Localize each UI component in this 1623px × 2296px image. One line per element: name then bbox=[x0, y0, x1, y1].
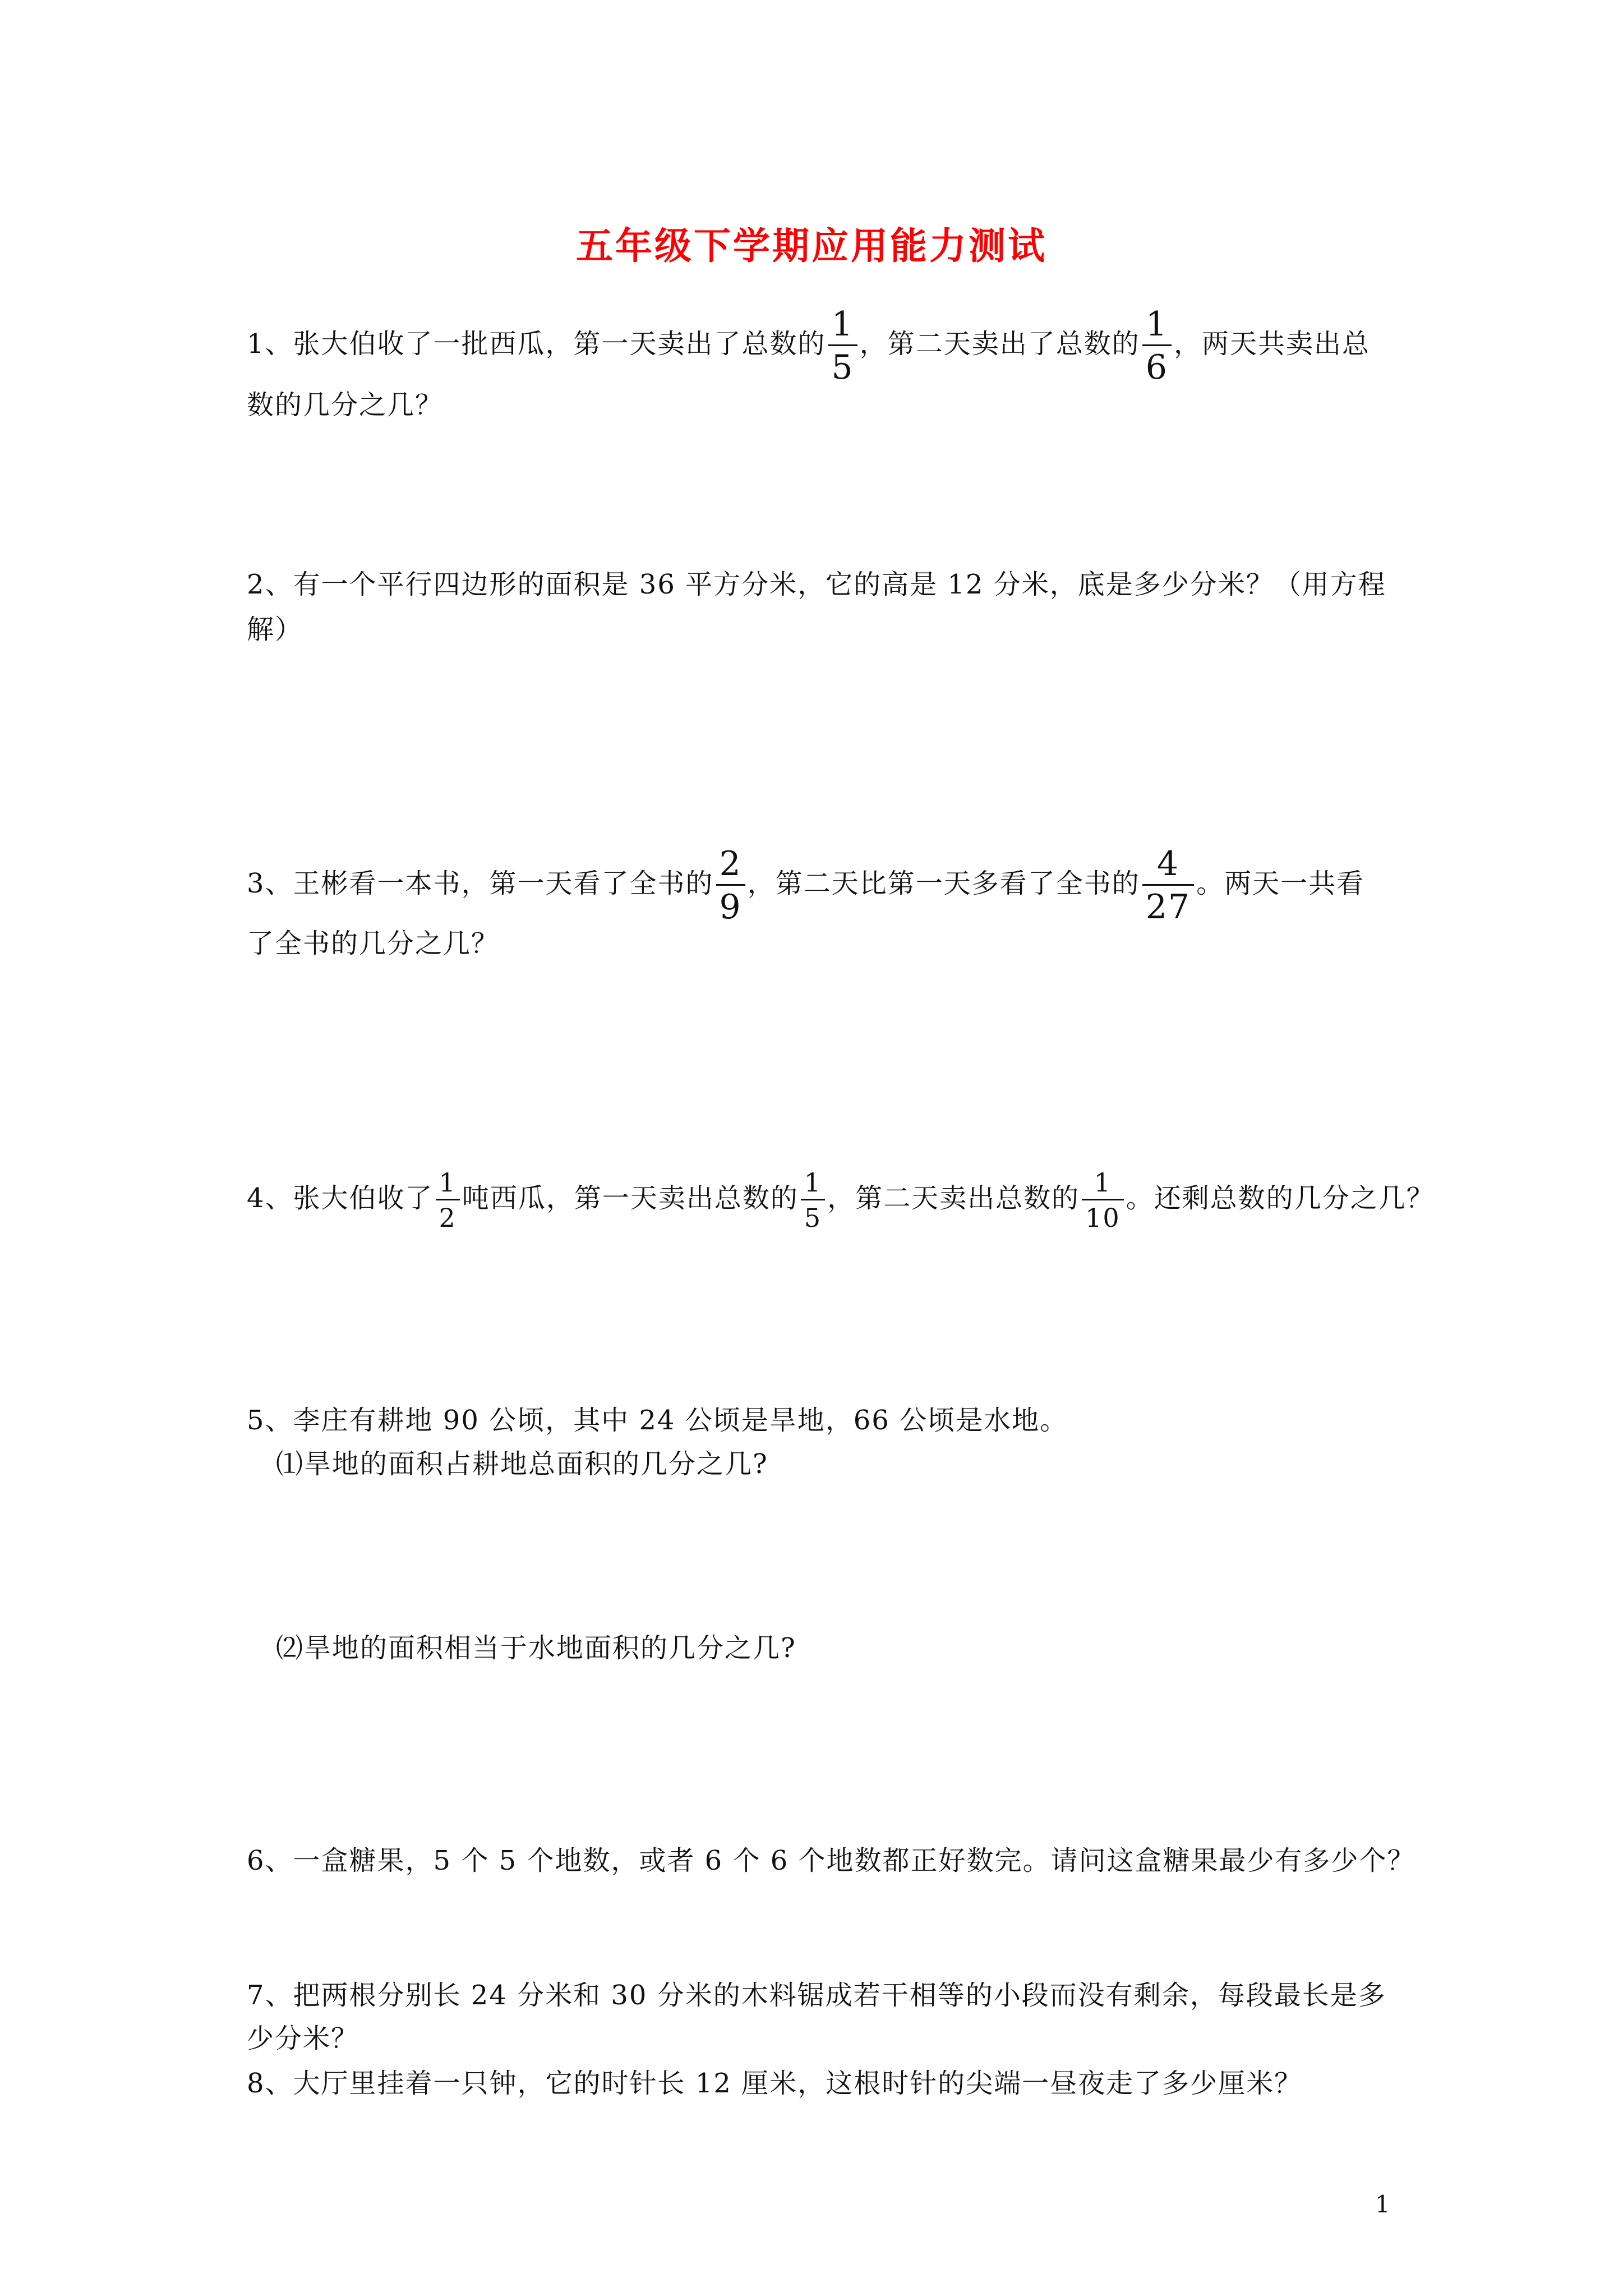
q4-fraction-1 bbox=[436, 1167, 460, 1233]
q4-fraction-2 bbox=[801, 1167, 825, 1233]
page-number: 1 bbox=[1375, 2191, 1390, 2218]
q1-text-b: ，第二天卖出了总数的 bbox=[859, 328, 1140, 360]
q1-fraction-1 bbox=[828, 305, 857, 387]
fraction-denominator: 5 bbox=[804, 1203, 822, 1233]
question-8-line-1: 8、大厅里挂着一只钟，它的时针长 12 厘米，这根时针的尖端一昼夜走了多少厘米？ bbox=[247, 2068, 1303, 2099]
question-1-line-2: 数的几分之几？ bbox=[247, 389, 444, 421]
fraction-numerator: 1 bbox=[1082, 1170, 1124, 1200]
fraction-numerator: 1 bbox=[801, 1170, 825, 1200]
q3-text-b: ，第二天比第一天多看了全书的 bbox=[747, 868, 1140, 899]
question-1-line-1 bbox=[247, 305, 1370, 387]
fraction-denominator: 6 bbox=[1145, 348, 1168, 387]
q4-fraction-3 bbox=[1082, 1167, 1124, 1233]
fraction-denominator: 9 bbox=[719, 887, 742, 927]
fraction-denominator: 10 bbox=[1085, 1203, 1121, 1233]
page-title: 五年级下学期应用能力测试 bbox=[576, 224, 1047, 268]
q3-fraction-1 bbox=[716, 844, 745, 927]
q1-fraction-2 bbox=[1142, 305, 1172, 387]
question-3-line-2: 了全书的几分之几？ bbox=[247, 928, 500, 959]
q3-text-a: 3、王彬看一本书，第一天看了全书的 bbox=[247, 868, 714, 899]
q1-text-a: 1、张大伯收了一批西瓜，第一天卖出了总数的 bbox=[247, 328, 826, 360]
question-7-line-1: 7、把两根分别长 24 分米和 30 分米的木料锯成若干相等的小段而没有剩余，每段最长是多 bbox=[247, 1980, 1386, 2011]
question-3-line-1 bbox=[247, 844, 1365, 927]
fraction-numerator: 1 bbox=[828, 307, 857, 346]
question-6-line-1: 6、一盒糖果，5 个 5 个地数，或者 6 个 6 个地数都正好数完。请问这盒糖果最少有多少个？ bbox=[247, 1845, 1415, 1876]
q3-text-c: 。两天一共看 bbox=[1196, 868, 1365, 899]
q4-text-d: 。还剩总数的几分之几？ bbox=[1126, 1182, 1435, 1214]
question-2-line-2: 解） bbox=[247, 614, 303, 645]
question-5-line-1: 5、李庄有耕地 90 公顷，其中 24 公顷是旱地，66 公顷是水地。 bbox=[247, 1405, 1068, 1436]
fraction-numerator: 4 bbox=[1142, 847, 1194, 886]
question-2-line-1: 2、有一个平行四边形的面积是 36 平方分米，它的高是 12 分米，底是多少分米？（用方程 bbox=[247, 569, 1386, 600]
question-5-sub-1: ⑴旱地的面积占耕地总面积的几分之几? bbox=[276, 1448, 768, 1480]
question-5-sub-2: ⑵旱地的面积相当于水地面积的几分之几? bbox=[276, 1632, 796, 1664]
fraction-denominator: 27 bbox=[1145, 887, 1191, 927]
q4-text-c: ，第二天卖出总数的 bbox=[827, 1182, 1080, 1214]
fraction-numerator: 2 bbox=[716, 847, 745, 886]
q4-text-b: 吨西瓜，第一天卖出总数的 bbox=[462, 1182, 799, 1214]
fraction-denominator: 2 bbox=[439, 1203, 457, 1233]
fraction-denominator: 5 bbox=[831, 348, 854, 387]
q3-fraction-2 bbox=[1142, 844, 1194, 927]
fraction-numerator: 1 bbox=[1142, 307, 1172, 346]
fraction-numerator: 1 bbox=[436, 1170, 460, 1200]
question-4-line-1 bbox=[247, 1167, 1435, 1233]
q1-text-c: ，两天共卖出总 bbox=[1173, 328, 1370, 360]
q4-text-a: 4、张大伯收了 bbox=[247, 1182, 434, 1214]
question-7-line-2: 少分米？ bbox=[247, 2023, 359, 2054]
